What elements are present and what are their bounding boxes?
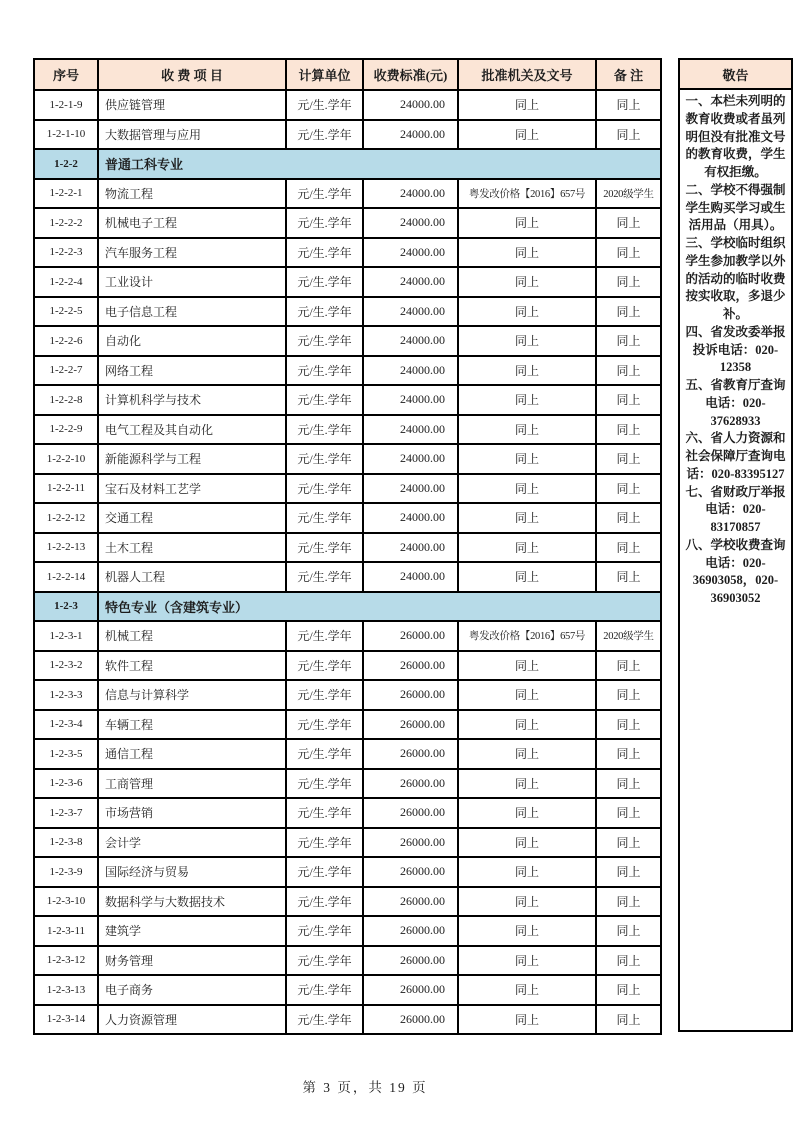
cell-item: 自动化 xyxy=(98,326,286,356)
cell-price: 26000.00 xyxy=(363,739,458,769)
cell-approval: 同上 xyxy=(458,503,596,533)
cell-note: 同上 xyxy=(596,562,661,592)
cell-approval: 同上 xyxy=(458,356,596,386)
table-row xyxy=(34,1005,661,1035)
cell-unit: 元/生.学年 xyxy=(286,474,363,504)
cell-item: 车辆工程 xyxy=(98,710,286,740)
cell-note: 同上 xyxy=(596,90,661,120)
cell-serial: 1-2-2-10 xyxy=(34,444,98,474)
cell-approval: 同上 xyxy=(458,444,596,474)
cell-item: 新能源科学与工程 xyxy=(98,444,286,474)
cell-note: 2020级学生 xyxy=(596,621,661,651)
notice-body xyxy=(680,90,791,611)
cell-price: 24000.00 xyxy=(363,415,458,445)
cell-price: 24000.00 xyxy=(363,90,458,120)
cell-serial: 1-2-2-6 xyxy=(34,326,98,356)
cell-serial: 1-2-2-9 xyxy=(34,415,98,445)
cell-serial: 1-2-2-11 xyxy=(34,474,98,504)
table-row xyxy=(34,120,661,150)
col-header-item: 收 费 项 目 xyxy=(98,59,286,90)
cell-note: 同上 xyxy=(596,739,661,769)
cell-serial: 1-2-3-8 xyxy=(34,828,98,858)
cell-serial: 1-2-1-10 xyxy=(34,120,98,150)
cell-item: 电子商务 xyxy=(98,975,286,1005)
cell-serial: 1-2-3-7 xyxy=(34,798,98,828)
cell-price: 24000.00 xyxy=(363,120,458,150)
cell-item: 信息与计算科学 xyxy=(98,680,286,710)
table-row xyxy=(34,179,661,209)
cell-serial: 1-2-3-11 xyxy=(34,916,98,946)
cell-note: 同上 xyxy=(596,1005,661,1035)
cell-unit: 元/生.学年 xyxy=(286,326,363,356)
cell-note: 同上 xyxy=(596,946,661,976)
cell-serial: 1-2-2-7 xyxy=(34,356,98,386)
cell-note: 同上 xyxy=(596,651,661,681)
cell-unit: 元/生.学年 xyxy=(286,444,363,474)
notice-column xyxy=(678,58,793,1032)
cell-unit: 元/生.学年 xyxy=(286,415,363,445)
cell-item: 计算机科学与技术 xyxy=(98,385,286,415)
cell-approval: 同上 xyxy=(458,267,596,297)
section-row xyxy=(34,592,661,622)
cell-note: 同上 xyxy=(596,769,661,799)
table-row xyxy=(34,267,661,297)
col-header-approval: 批准机关及文号 xyxy=(458,59,596,90)
notice-item-6: 六、省人力资源和社会保障厅查询电话：020-83395127 xyxy=(685,431,786,481)
cell-price: 24000.00 xyxy=(363,385,458,415)
cell-price: 26000.00 xyxy=(363,798,458,828)
cell-approval: 同上 xyxy=(458,769,596,799)
cell-price: 24000.00 xyxy=(363,533,458,563)
cell-price: 24000.00 xyxy=(363,356,458,386)
cell-note: 同上 xyxy=(596,857,661,887)
cell-item: 工业设计 xyxy=(98,267,286,297)
cell-approval: 粤发改价格【2016】657号 xyxy=(458,621,596,651)
notice-item-8: 八、学校收费查询电话：020-36903058，020-36903052 xyxy=(685,537,786,605)
cell-approval: 同上 xyxy=(458,533,596,563)
cell-unit: 元/生.学年 xyxy=(286,503,363,533)
cell-price: 24000.00 xyxy=(363,474,458,504)
cell-approval: 同上 xyxy=(458,946,596,976)
cell-serial: 1-2-3-4 xyxy=(34,710,98,740)
table-row xyxy=(34,680,661,710)
table-row xyxy=(34,356,661,386)
cell-note: 同上 xyxy=(596,533,661,563)
cell-unit: 元/生.学年 xyxy=(286,769,363,799)
table-row xyxy=(34,710,661,740)
cell-price: 26000.00 xyxy=(363,769,458,799)
cell-serial: 1-2-2-8 xyxy=(34,385,98,415)
cell-unit: 元/生.学年 xyxy=(286,651,363,681)
cell-approval: 同上 xyxy=(458,415,596,445)
cell-note: 同上 xyxy=(596,208,661,238)
cell-serial: 1-2-2-4 xyxy=(34,267,98,297)
table-row xyxy=(34,415,661,445)
cell-serial: 1-2-2-12 xyxy=(34,503,98,533)
cell-approval: 同上 xyxy=(458,1005,596,1035)
table-row xyxy=(34,562,661,592)
section-row xyxy=(34,149,661,179)
cell-price: 24000.00 xyxy=(363,267,458,297)
cell-unit: 元/生.学年 xyxy=(286,946,363,976)
cell-item: 电气工程及其自动化 xyxy=(98,415,286,445)
cell-approval: 同上 xyxy=(458,238,596,268)
col-header-standard: 收费标准(元) xyxy=(363,59,458,90)
table-row xyxy=(34,769,661,799)
table-row xyxy=(34,444,661,474)
cell-approval: 同上 xyxy=(458,562,596,592)
cell-note: 同上 xyxy=(596,356,661,386)
cell-note: 同上 xyxy=(596,975,661,1005)
table-row xyxy=(34,887,661,917)
cell-price: 26000.00 xyxy=(363,916,458,946)
cell-price: 24000.00 xyxy=(363,297,458,327)
table-row xyxy=(34,946,661,976)
cell-note: 同上 xyxy=(596,474,661,504)
cell-approval: 同上 xyxy=(458,474,596,504)
cell-serial: 1-2-3-14 xyxy=(34,1005,98,1035)
cell-unit: 元/生.学年 xyxy=(286,680,363,710)
cell-unit: 元/生.学年 xyxy=(286,267,363,297)
cell-unit: 元/生.学年 xyxy=(286,356,363,386)
cell-item: 软件工程 xyxy=(98,651,286,681)
cell-note: 同上 xyxy=(596,238,661,268)
fee-table-body xyxy=(34,90,661,1034)
table-row xyxy=(34,533,661,563)
table-row xyxy=(34,857,661,887)
table-row xyxy=(34,828,661,858)
cell-approval: 同上 xyxy=(458,90,596,120)
notice-item-2: 二、学校不得强制学生购买学习或生活用品（用具）。 xyxy=(685,182,786,233)
col-header-remark: 备 注 xyxy=(596,59,661,90)
cell-item: 数据科学与大数据技术 xyxy=(98,887,286,917)
section-title: 普通工科专业 xyxy=(98,149,661,179)
cell-approval: 同上 xyxy=(458,887,596,917)
cell-item: 机械电子工程 xyxy=(98,208,286,238)
cell-unit: 元/生.学年 xyxy=(286,828,363,858)
cell-serial: 1-2-3-3 xyxy=(34,680,98,710)
table-row xyxy=(34,975,661,1005)
cell-unit: 元/生.学年 xyxy=(286,1005,363,1035)
cell-serial: 1-2-2-5 xyxy=(34,297,98,327)
cell-note: 同上 xyxy=(596,120,661,150)
page-number: 第 3 页，共 19 页 xyxy=(302,1080,428,1095)
cell-approval: 同上 xyxy=(458,385,596,415)
cell-price: 26000.00 xyxy=(363,857,458,887)
cell-approval: 同上 xyxy=(458,208,596,238)
cell-approval: 同上 xyxy=(458,798,596,828)
table-row xyxy=(34,297,661,327)
cell-approval: 同上 xyxy=(458,651,596,681)
cell-serial: 1-2-2-13 xyxy=(34,533,98,563)
cell-note: 同上 xyxy=(596,798,661,828)
cell-price: 24000.00 xyxy=(363,326,458,356)
cell-approval: 同上 xyxy=(458,828,596,858)
cell-serial: 1-2-1-9 xyxy=(34,90,98,120)
cell-serial: 1-2-2-2 xyxy=(34,208,98,238)
cell-approval: 同上 xyxy=(458,739,596,769)
cell-item: 土木工程 xyxy=(98,533,286,563)
table-row xyxy=(34,798,661,828)
table-row xyxy=(34,90,661,120)
cell-price: 26000.00 xyxy=(363,651,458,681)
cell-serial: 1-2-3-2 xyxy=(34,651,98,681)
cell-approval: 同上 xyxy=(458,120,596,150)
cell-unit: 元/生.学年 xyxy=(286,120,363,150)
cell-unit: 元/生.学年 xyxy=(286,208,363,238)
cell-note: 同上 xyxy=(596,710,661,740)
cell-note: 同上 xyxy=(596,503,661,533)
cell-approval: 粤发改价格【2016】657号 xyxy=(458,179,596,209)
cell-price: 24000.00 xyxy=(363,179,458,209)
cell-serial: 1-2-3-6 xyxy=(34,769,98,799)
cell-unit: 元/生.学年 xyxy=(286,179,363,209)
cell-item: 国际经济与贸易 xyxy=(98,857,286,887)
cell-price: 24000.00 xyxy=(363,238,458,268)
cell-serial: 1-2-3-1 xyxy=(34,621,98,651)
cell-unit: 元/生.学年 xyxy=(286,798,363,828)
cell-approval: 同上 xyxy=(458,916,596,946)
cell-note: 同上 xyxy=(596,916,661,946)
cell-note: 同上 xyxy=(596,297,661,327)
cell-unit: 元/生.学年 xyxy=(286,385,363,415)
cell-approval: 同上 xyxy=(458,680,596,710)
cell-note: 同上 xyxy=(596,887,661,917)
cell-price: 26000.00 xyxy=(363,975,458,1005)
cell-serial: 1-2-3-13 xyxy=(34,975,98,1005)
cell-unit: 元/生.学年 xyxy=(286,238,363,268)
cell-serial: 1-2-3-10 xyxy=(34,887,98,917)
cell-note: 同上 xyxy=(596,267,661,297)
col-header-serial: 序号 xyxy=(34,59,98,90)
cell-unit: 元/生.学年 xyxy=(286,857,363,887)
cell-item: 通信工程 xyxy=(98,739,286,769)
cell-note: 同上 xyxy=(596,828,661,858)
table-row xyxy=(34,739,661,769)
cell-approval: 同上 xyxy=(458,975,596,1005)
cell-price: 24000.00 xyxy=(363,444,458,474)
cell-serial: 1-2-3-12 xyxy=(34,946,98,976)
cell-approval: 同上 xyxy=(458,297,596,327)
cell-serial: 1-2-2-3 xyxy=(34,238,98,268)
cell-item: 大数据管理与应用 xyxy=(98,120,286,150)
cell-serial: 1-2-2-1 xyxy=(34,179,98,209)
cell-item: 物流工程 xyxy=(98,179,286,209)
cell-unit: 元/生.学年 xyxy=(286,621,363,651)
cell-price: 24000.00 xyxy=(363,562,458,592)
cell-price: 26000.00 xyxy=(363,680,458,710)
cell-item: 财务管理 xyxy=(98,946,286,976)
table-row xyxy=(34,474,661,504)
fee-table-header-row xyxy=(34,59,661,90)
cell-item: 供应链管理 xyxy=(98,90,286,120)
cell-unit: 元/生.学年 xyxy=(286,710,363,740)
cell-price: 26000.00 xyxy=(363,621,458,651)
cell-note: 同上 xyxy=(596,680,661,710)
cell-unit: 元/生.学年 xyxy=(286,562,363,592)
cell-price: 24000.00 xyxy=(363,503,458,533)
table-row xyxy=(34,208,661,238)
cell-item: 工商管理 xyxy=(98,769,286,799)
cell-price: 26000.00 xyxy=(363,946,458,976)
cell-item: 建筑学 xyxy=(98,916,286,946)
notice-item-7: 七、省财政厅举报电话：020-83170857 xyxy=(685,484,786,534)
cell-serial: 1-2-3-5 xyxy=(34,739,98,769)
table-row xyxy=(34,385,661,415)
cell-price: 26000.00 xyxy=(363,1005,458,1035)
cell-unit: 元/生.学年 xyxy=(286,533,363,563)
notice-item-5: 五、省教育厅查询电话：020-37628933 xyxy=(685,378,786,428)
cell-item: 电子信息工程 xyxy=(98,297,286,327)
table-row xyxy=(34,503,661,533)
cell-approval: 同上 xyxy=(458,326,596,356)
cell-unit: 元/生.学年 xyxy=(286,887,363,917)
cell-serial: 1-2-2-14 xyxy=(34,562,98,592)
cell-item: 汽车服务工程 xyxy=(98,238,286,268)
cell-approval: 同上 xyxy=(458,857,596,887)
cell-unit: 元/生.学年 xyxy=(286,975,363,1005)
col-header-unit: 计算单位 xyxy=(286,59,363,90)
cell-item: 会计学 xyxy=(98,828,286,858)
table-row xyxy=(34,238,661,268)
cell-item: 机器人工程 xyxy=(98,562,286,592)
table-row xyxy=(34,326,661,356)
cell-serial: 1-2-3-9 xyxy=(34,857,98,887)
notice-item-1: 一、本栏未列明的教育收费或者虽列明但没有批准文号的教育收费，学生有权拒缴。 xyxy=(685,94,786,179)
cell-item: 市场营销 xyxy=(98,798,286,828)
cell-unit: 元/生.学年 xyxy=(286,90,363,120)
cell-note: 同上 xyxy=(596,415,661,445)
cell-approval: 同上 xyxy=(458,710,596,740)
cell-unit: 元/生.学年 xyxy=(286,916,363,946)
cell-unit: 元/生.学年 xyxy=(286,739,363,769)
cell-item: 人力资源管理 xyxy=(98,1005,286,1035)
notice-title: 敬告 xyxy=(680,60,791,90)
cell-serial: 1-2-3 xyxy=(34,592,98,622)
section-title: 特色专业（含建筑专业） xyxy=(98,592,661,622)
cell-unit: 元/生.学年 xyxy=(286,297,363,327)
table-row xyxy=(34,621,661,651)
table-row xyxy=(34,916,661,946)
cell-item: 宝石及材料工艺学 xyxy=(98,474,286,504)
cell-note: 同上 xyxy=(596,385,661,415)
table-row xyxy=(34,651,661,681)
cell-item: 交通工程 xyxy=(98,503,286,533)
cell-serial: 1-2-2 xyxy=(34,149,98,179)
cell-price: 24000.00 xyxy=(363,208,458,238)
cell-note: 同上 xyxy=(596,444,661,474)
cell-price: 26000.00 xyxy=(363,887,458,917)
cell-item: 网络工程 xyxy=(98,356,286,386)
notice-item-3: 三、学校临时组织学生参加教学以外的活动的临时收费按实收取，多退少补。 xyxy=(685,236,786,321)
fee-table xyxy=(33,58,662,1035)
notice-item-4: 四、省发改委举报投诉电话：020-12358 xyxy=(685,324,786,375)
cell-note: 2020级学生 xyxy=(596,179,661,209)
cell-price: 26000.00 xyxy=(363,710,458,740)
cell-note: 同上 xyxy=(596,326,661,356)
cell-item: 机械工程 xyxy=(98,621,286,651)
cell-price: 26000.00 xyxy=(363,828,458,858)
